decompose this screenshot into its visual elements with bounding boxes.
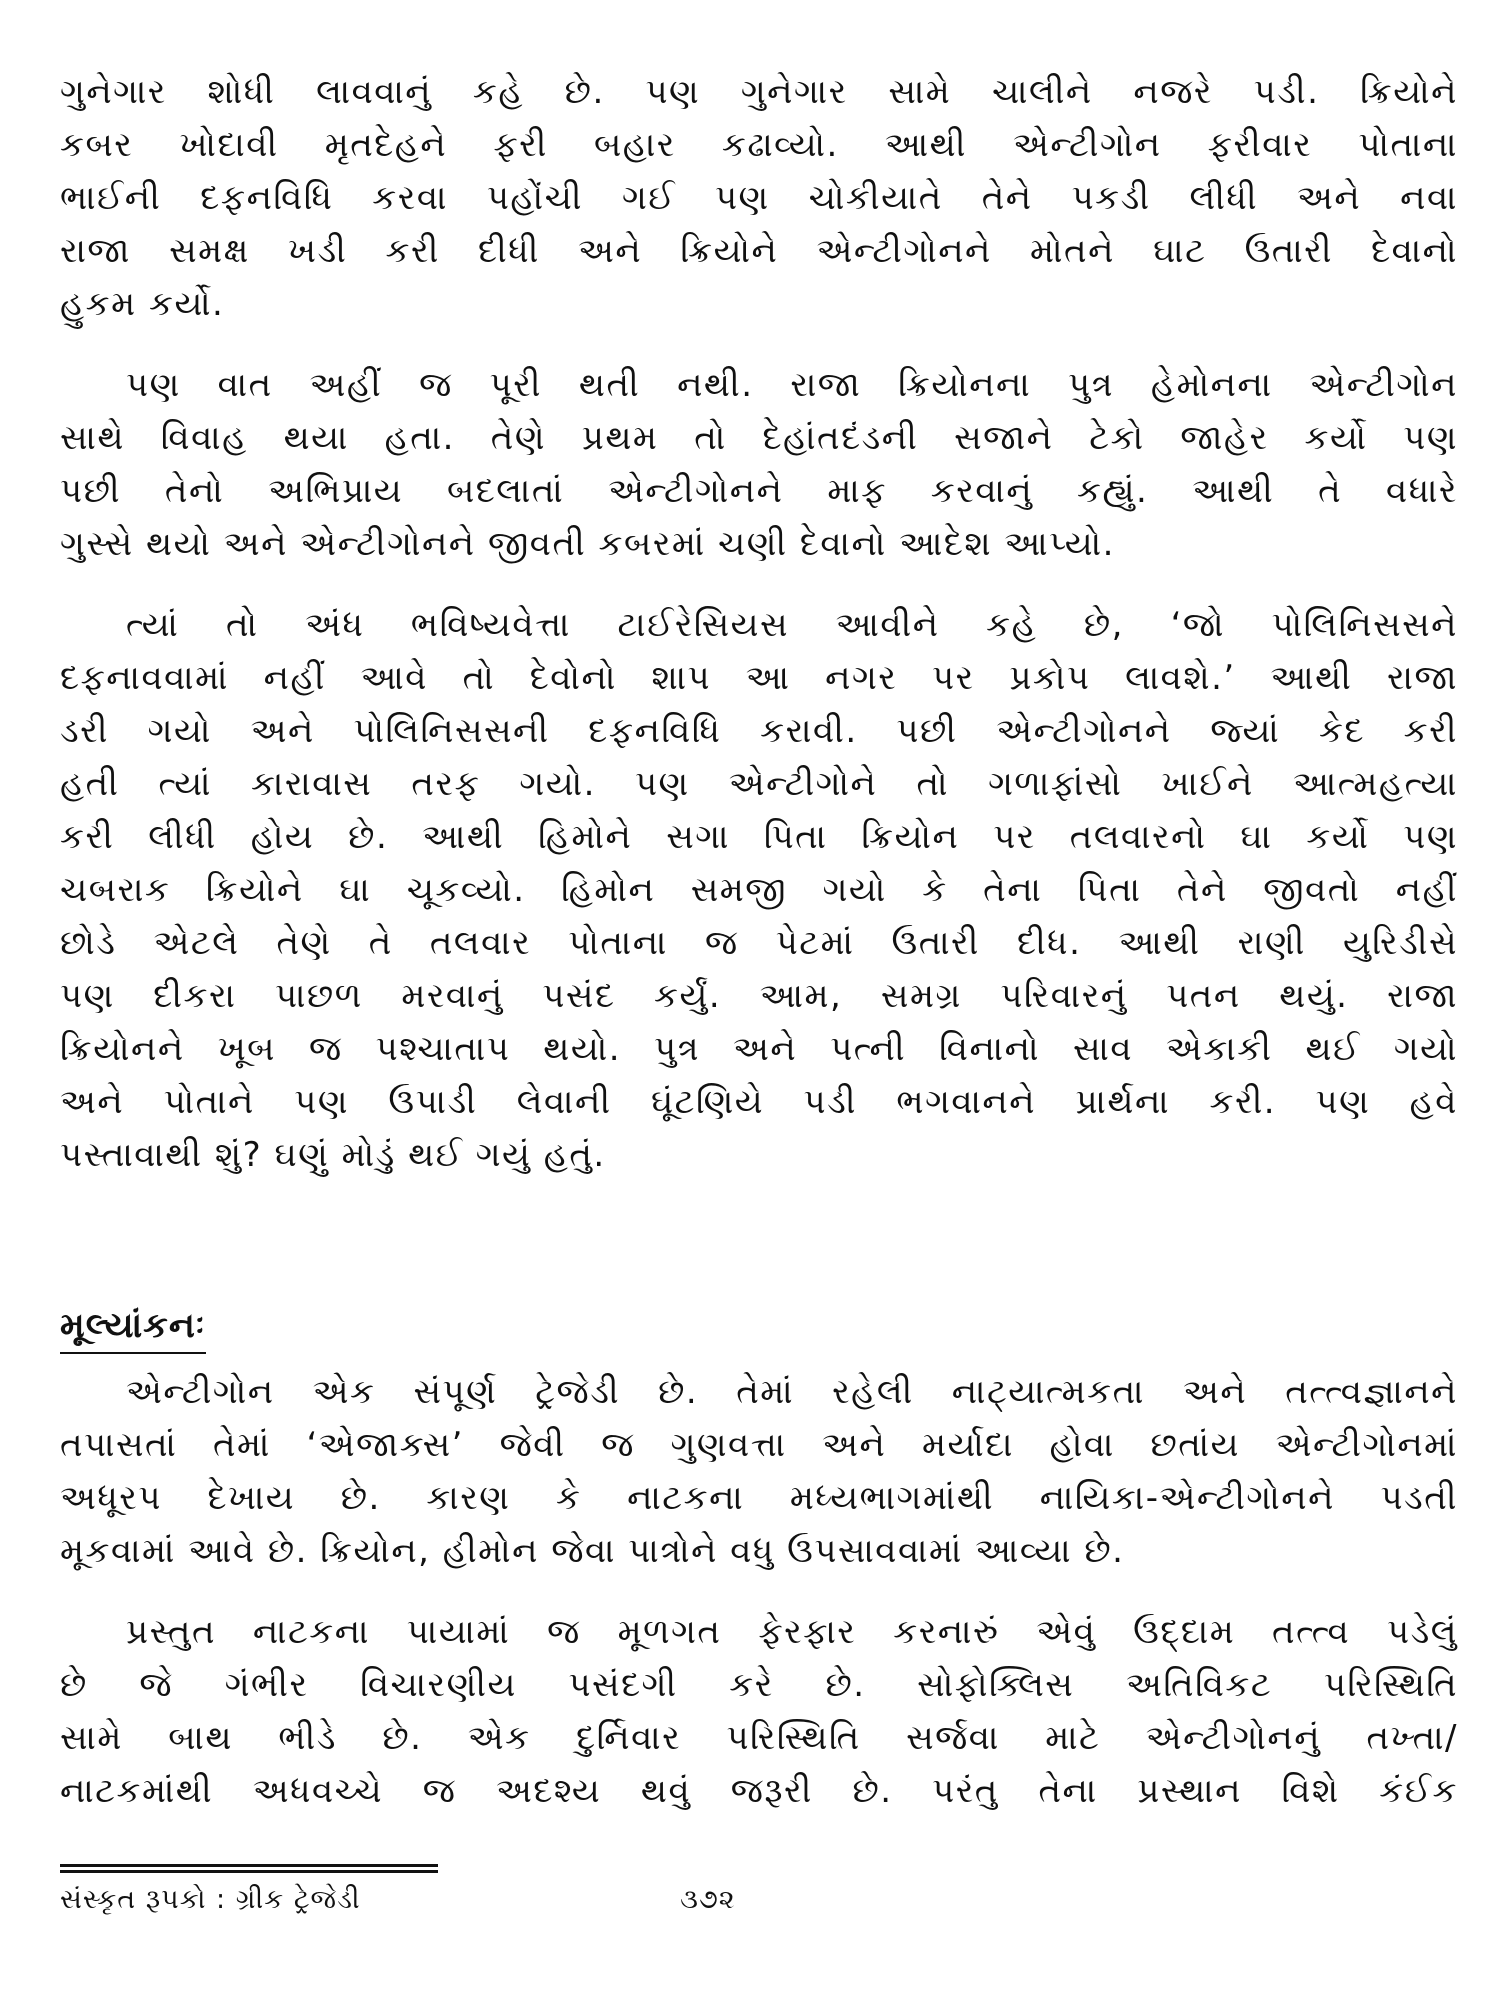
- paragraph-line: દફનાવવામાં નહીં આવે તો દેવોનો શાપ આ નગર પર પ્રકોપ લાવશે.’ આથી રાજા: [60, 658, 1458, 698]
- paragraph-line: અધૂરપ દેખાય છે. કારણ કે નાટકના મધ્યભાગમાંથી નાયિકા-એન્ટીગોનને પડતી: [60, 1478, 1458, 1518]
- paragraph-line: પસ્તાવાથી શું? ઘણું મોડું થઈ ગયું હતું.: [60, 1135, 606, 1175]
- paragraph-line: ભાઈની દફનવિધિ કરવા પહોંચી ગઈ પણ ચોકીયાતે તેને પકડી લીધી અને નવા: [60, 178, 1458, 218]
- page-body: [60, 66, 1458, 1846]
- paragraph-line: સાથે વિવાહ થયા હતા. તેણે પ્રથમ તો દેહાંતદંડની સજાને ટેકો જાહેર કર્યો પણ: [60, 418, 1458, 458]
- paragraph-line: હતી ત્યાં કારાવાસ તરફ ગયો. પણ એન્ટીગોને તો ગળાફાંસો ખાઈને આત્મહત્યા: [60, 764, 1458, 804]
- paragraph-line: નાટકમાંથી અધવચ્ચે જ અદશ્ય થવું જરૂરી છે. પરંતુ તેના પ્રસ્થાન વિશે કંઈક: [60, 1771, 1458, 1811]
- paragraph-line: કરી લીધી હોય છે. આથી હિમોને સગા પિતા ક્રિયોન પર તલવારનો ઘા કર્યો પણ: [60, 817, 1458, 857]
- paragraph-1: [60, 66, 1458, 331]
- paragraph-line: છોડે એટલે તેણે તે તલવાર પોતાના જ પેટમાં ઉતારી દીધ. આથી રાણી યુરિડીસે: [60, 923, 1458, 963]
- paragraph-line: તપાસતાં તેમાં ‘એજાક્સ’ જેવી જ ગુણવત્તા અને મર્યાદા હોવા છતાંય એન્ટીગોનમાં: [60, 1425, 1458, 1465]
- paragraph-line: અને પોતાને પણ ઉપાડી લેવાની ઘૂંટણિયે પડી ભગવાનને પ્રાર્થના કરી. પણ હવે: [60, 1082, 1458, 1122]
- paragraph-line: કબર ખોદાવી મૃતદેહને ફરી બહાર કઢાવ્યો. આથી એન્ટીગોન ફરીવાર પોતાના: [60, 125, 1458, 165]
- paragraph-line: પછી તેનો અભિપ્રાય બદલાતાં એન્ટીગોનને માફ કરવાનું કહ્યું. આથી તે વધારે: [60, 471, 1458, 511]
- paragraph-line: સામે બાથ ભીડે છે. એક દુર્નિવાર પરિસ્થિતિ સર્જવા માટે એન્ટીગોનનું તખ્તા/: [60, 1718, 1458, 1758]
- paragraph-line: ત્યાં તો અંધ ભવિષ્યવેત્તા ટાઈરેસિયસ આવીને કહે છે, ‘જો પોલિનિસસને: [126, 605, 1458, 645]
- section-heading-evaluation: મૂલ્યાંકનઃ: [60, 1300, 206, 1354]
- paragraph-line: હુકમ કર્યો.: [60, 284, 225, 324]
- paragraph-line: પ્રસ્તુત નાટકના પાયામાં જ મૂળગત ફેરફાર કરનારું એવું ઉદ્દામ તત્ત્વ પડેલું: [126, 1612, 1458, 1652]
- paragraph-line: એન્ટીગોન એક સંપૂર્ણ ટ્રેજેડી છે. તેમાં રહેલી નાટ્યાત્મકતા અને તત્ત્વજ્ઞાનને: [126, 1372, 1458, 1412]
- paragraph-3: [60, 599, 1458, 1182]
- paragraph-line: ક્રિયોનને ખૂબ જ પશ્ચાતાપ થયો. પુત્ર અને પત્ની વિનાનો સાવ એકાકી થઈ ગયો: [60, 1029, 1458, 1069]
- paragraph-line: રાજા સમક્ષ ખડી કરી દીધી અને ક્રિયોને એન્ટીગોનને મોતને ઘાટ ઉતારી દેવાનો: [60, 231, 1458, 271]
- footer-book-title: સંસ્કૃત રૂપકો : ગ્રીક ટ્રેજેડી: [60, 1884, 361, 1915]
- footer-divider: [60, 1864, 438, 1873]
- paragraph-line: ગુસ્સે થયો અને એન્ટીગોનને જીવતી કબરમાં ચણી દેવાનો આદેશ આપ્યો.: [60, 524, 1115, 564]
- paragraph-line: પણ વાત અહીં જ પૂરી થતી નથી. રાજા ક્રિયોનના પુત્ર હેમોનના એન્ટીગોન: [126, 365, 1458, 405]
- paragraph-4: [60, 1366, 1458, 1578]
- paragraph-line: ચબરાક ક્રિયોને ઘા ચૂકવ્યો. હિમોન સમજી ગયો કે તેના પિતા તેને જીવતો નહીં: [60, 870, 1458, 910]
- paragraph-line: મૂકવામાં આવે છે. ક્રિયોન, હીમોન જેવા પાત્રોને વધુ ઉપસાવવામાં આવ્યા છે.: [60, 1531, 1125, 1571]
- paragraph-line: છે જે ગંભીર વિચારણીય પસંદગી કરે છે. સોફોક્લિસ અતિવિકટ પરિસ્થિતિ: [60, 1665, 1458, 1705]
- paragraph-5: [60, 1606, 1458, 1818]
- paragraph-line: ડરી ગયો અને પોલિનિસસની દફનવિધિ કરાવી. પછી એન્ટીગોનને જ્યાં કેદ કરી: [60, 711, 1458, 751]
- paragraph-line: પણ દીકરા પાછળ મરવાનું પસંદ કર્યું. આમ, સમગ્ર પરિવારનું પતન થયું. રાજા: [60, 976, 1458, 1016]
- paragraph-2: [60, 359, 1458, 571]
- paragraph-line: ગુનેગાર શોધી લાવવાનું કહે છે. પણ ગુનેગાર સામે ચાલીને નજરે પડી. ક્રિયોને: [60, 72, 1458, 112]
- page-number: ૩૭૨: [680, 1884, 736, 1915]
